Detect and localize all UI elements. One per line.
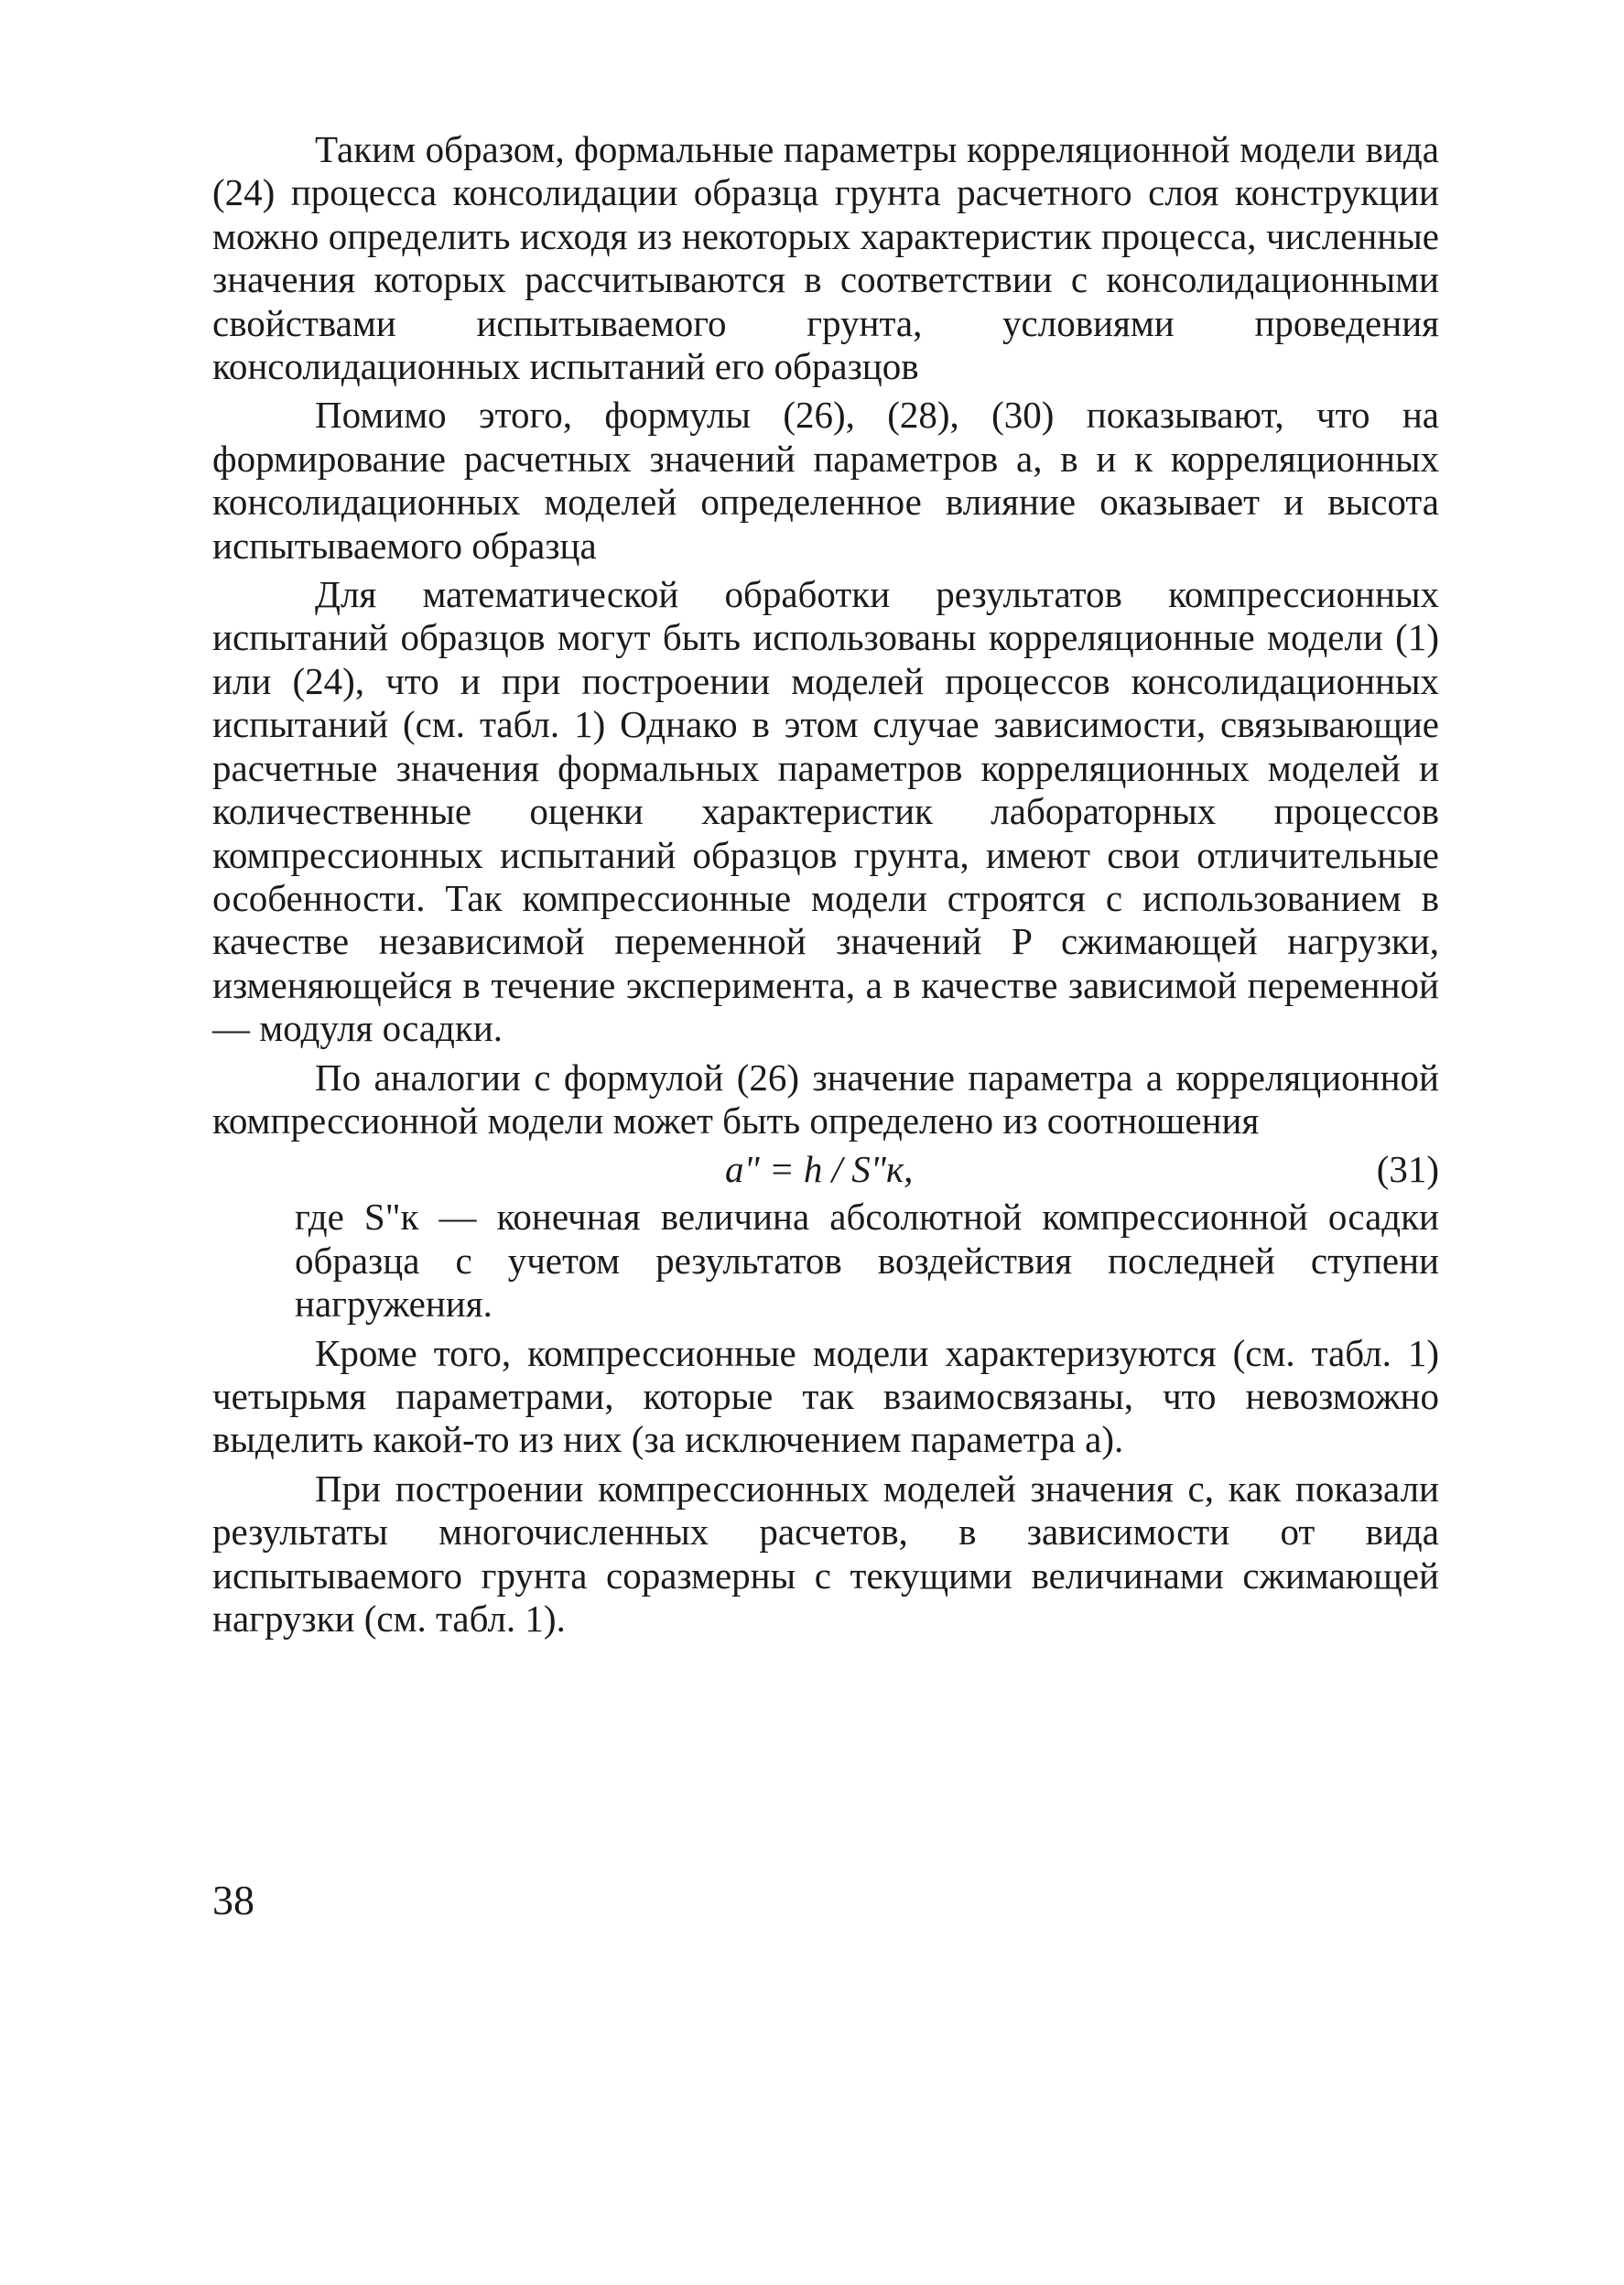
formula-31: a" = h / S"к,: [725, 1148, 914, 1191]
paragraph-5: Кроме того, компрессионные модели характеризуются (см. табл. 1) четырьмя параметрами, которые так взаимосвязаны, что невозможно выделить какой-то из них (за исключением параметра a).: [212, 1331, 1439, 1461]
formula-number: (31): [1376, 1148, 1439, 1191]
paragraph-6: При построении компрессионных моделей значения c, как показали результаты многочисленных расчетов, в зависимости от вида испытываемого грунта соразмерны с текущими величинами сжимающей нагрузки (см. табл. 1).: [212, 1467, 1439, 1640]
paragraph-3: Для математической обработки результатов компрессионных испытаний образцов могут быть использованы корреляционные модели (1) или (24), что и при построении моделей процессов консолидационных испытаний (см. табл. 1) Однако в этом случае зависимости, связывающие расчетные значения формальных параметров корреляционных моделей и количественные оценки характеристик лабораторных процессов компрессионных испытаний образцов грунта, имеют свои отличительные особенности. Так компрессионные модели строятся с использованием в качестве независимой переменной значений P сжимающей нагрузки, изменяющейся в течение эксперимента, а в качестве зависимой переменной — модуля осадки.: [212, 573, 1439, 1050]
formula-row: [212, 1148, 1439, 1196]
body-text: [212, 128, 1439, 1646]
formula-explanation: где S"к — конечная величина абсолютной компрессионной осадки образца с учетом результатов воздействия последней ступени нагружения.: [295, 1196, 1439, 1326]
paragraph-2: Помимо этого, формулы (26), (28), (30) показывают, что на формирование расчетных значений параметров a, в и к корреляционных консолидационных моделей определенное влияние оказывает и высота испытываемого образца: [212, 394, 1439, 567]
paragraph-4: По аналогии с формулой (26) значение параметра a корреляционной компрессионной модели может быть определено из соотношения: [212, 1056, 1439, 1142]
paragraph-1: Таким образом, формальные параметры корреляционной модели вида (24) процесса консолидации образца грунта расчетного слоя конструкции можно определить исходя из некоторых характеристик процесса, численные значения которых рассчитываются в соответствии с консолидационными свойствами испытываемого грунта, условиями проведения консолидационных испытаний его образцов: [212, 128, 1439, 388]
page-number: 38: [212, 1877, 254, 1923]
